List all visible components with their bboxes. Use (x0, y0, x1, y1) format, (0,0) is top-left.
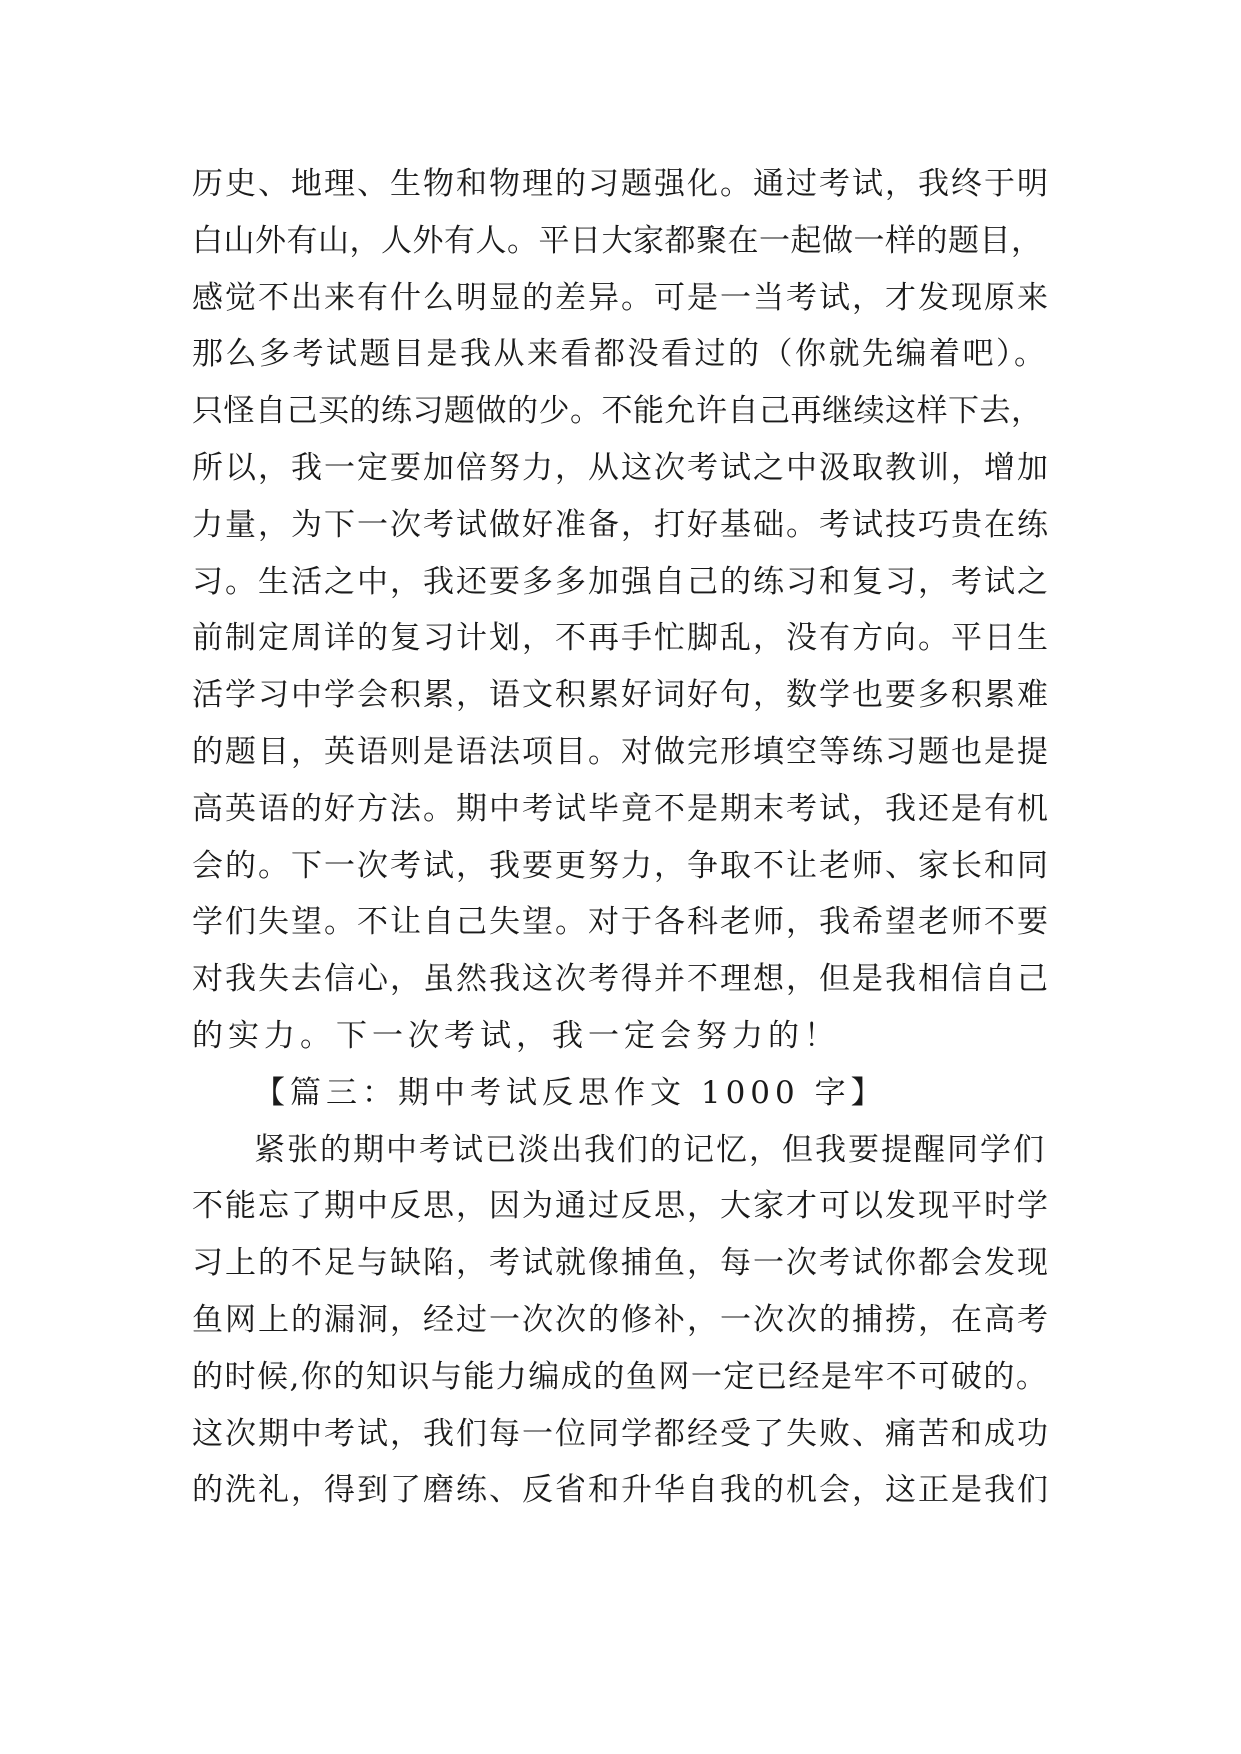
essay-line: 那么多考试题目是我从来看都没看过的（你就先编着吧）。 (192, 336, 1048, 373)
essay-line: 所以，我一定要加倍努力，从这次考试之中汲取教训，增加 (192, 449, 1050, 486)
essay-line: 活学习中学会积累，语文积累好词好句，数学也要多积累难 (192, 677, 1050, 714)
essay-line: 习。生活之中，我还要多多加强自己的练习和复习，考试之 (192, 563, 1050, 600)
essay-line: 前制定周详的复习计划，不再手忙脚乱，没有方向。平日生 (192, 620, 1050, 657)
essay-line: 不能忘了期中反思，因为通过反思，大家才可以发现平时学 (192, 1188, 1050, 1225)
essay-line: 对我失去信心，虽然我这次考得并不理想，但是我相信自己 (192, 961, 1050, 998)
essay-line: 鱼网上的漏洞，经过一次次的修补，一次次的捕捞，在高考 (192, 1301, 1050, 1338)
essay-text-block (192, 156, 1052, 1519)
essay-line: 的题目，英语则是语法项目。对做完形填空等练习题也是提 (192, 733, 1050, 770)
essay-line: 的洗礼，得到了磨练、反省和升华自我的机会，这正是我们 (192, 1472, 1050, 1509)
essay-line: 感觉不出来有什么明显的差异。可是一当考试，才发现原来 (192, 279, 1050, 316)
essay-line: 力量，为下一次考试做好准备，打好基础。考试技巧贵在练 (192, 506, 1050, 543)
essay-line: 只怪自己买的练习题做的少。不能允许自己再继续这样下去， (192, 393, 1043, 430)
essay-line: 高英语的好方法。期中考试毕竟不是期末考试，我还是有机 (192, 790, 1050, 827)
essay-line: 的时候,你的知识与能力编成的鱼网一定已经是牢不可破的。 (192, 1358, 1049, 1395)
essay-line: 习上的不足与缺陷，考试就像捕鱼，每一次考试你都会发现 (192, 1245, 1050, 1282)
essay-line: 白山外有山，人外有人。平日大家都聚在一起做一样的题目， (192, 222, 1043, 259)
essay-line: 这次期中考试，我们每一位同学都经受了失败、痛苦和成功 (192, 1415, 1050, 1452)
section-heading: 【篇三：期中考试反思作文 1000 字】 (254, 1074, 887, 1111)
essay-line: 历史、地理、生物和物理的习题强化。通过考试，我终于明 (192, 166, 1050, 202)
essay-line: 学们失望。不让自己失望。对于各科老师，我希望老师不要 (192, 904, 1050, 941)
essay-line: 会的。下一次考试，我要更努力，争取不让老师、家长和同 (192, 847, 1050, 884)
paragraph-first-line: 紧张的期中考试已淡出我们的记忆，但我要提醒同学们 (254, 1131, 1046, 1168)
essay-line: 的实力。下一次考试，我一定会努力的！ (192, 1017, 840, 1054)
